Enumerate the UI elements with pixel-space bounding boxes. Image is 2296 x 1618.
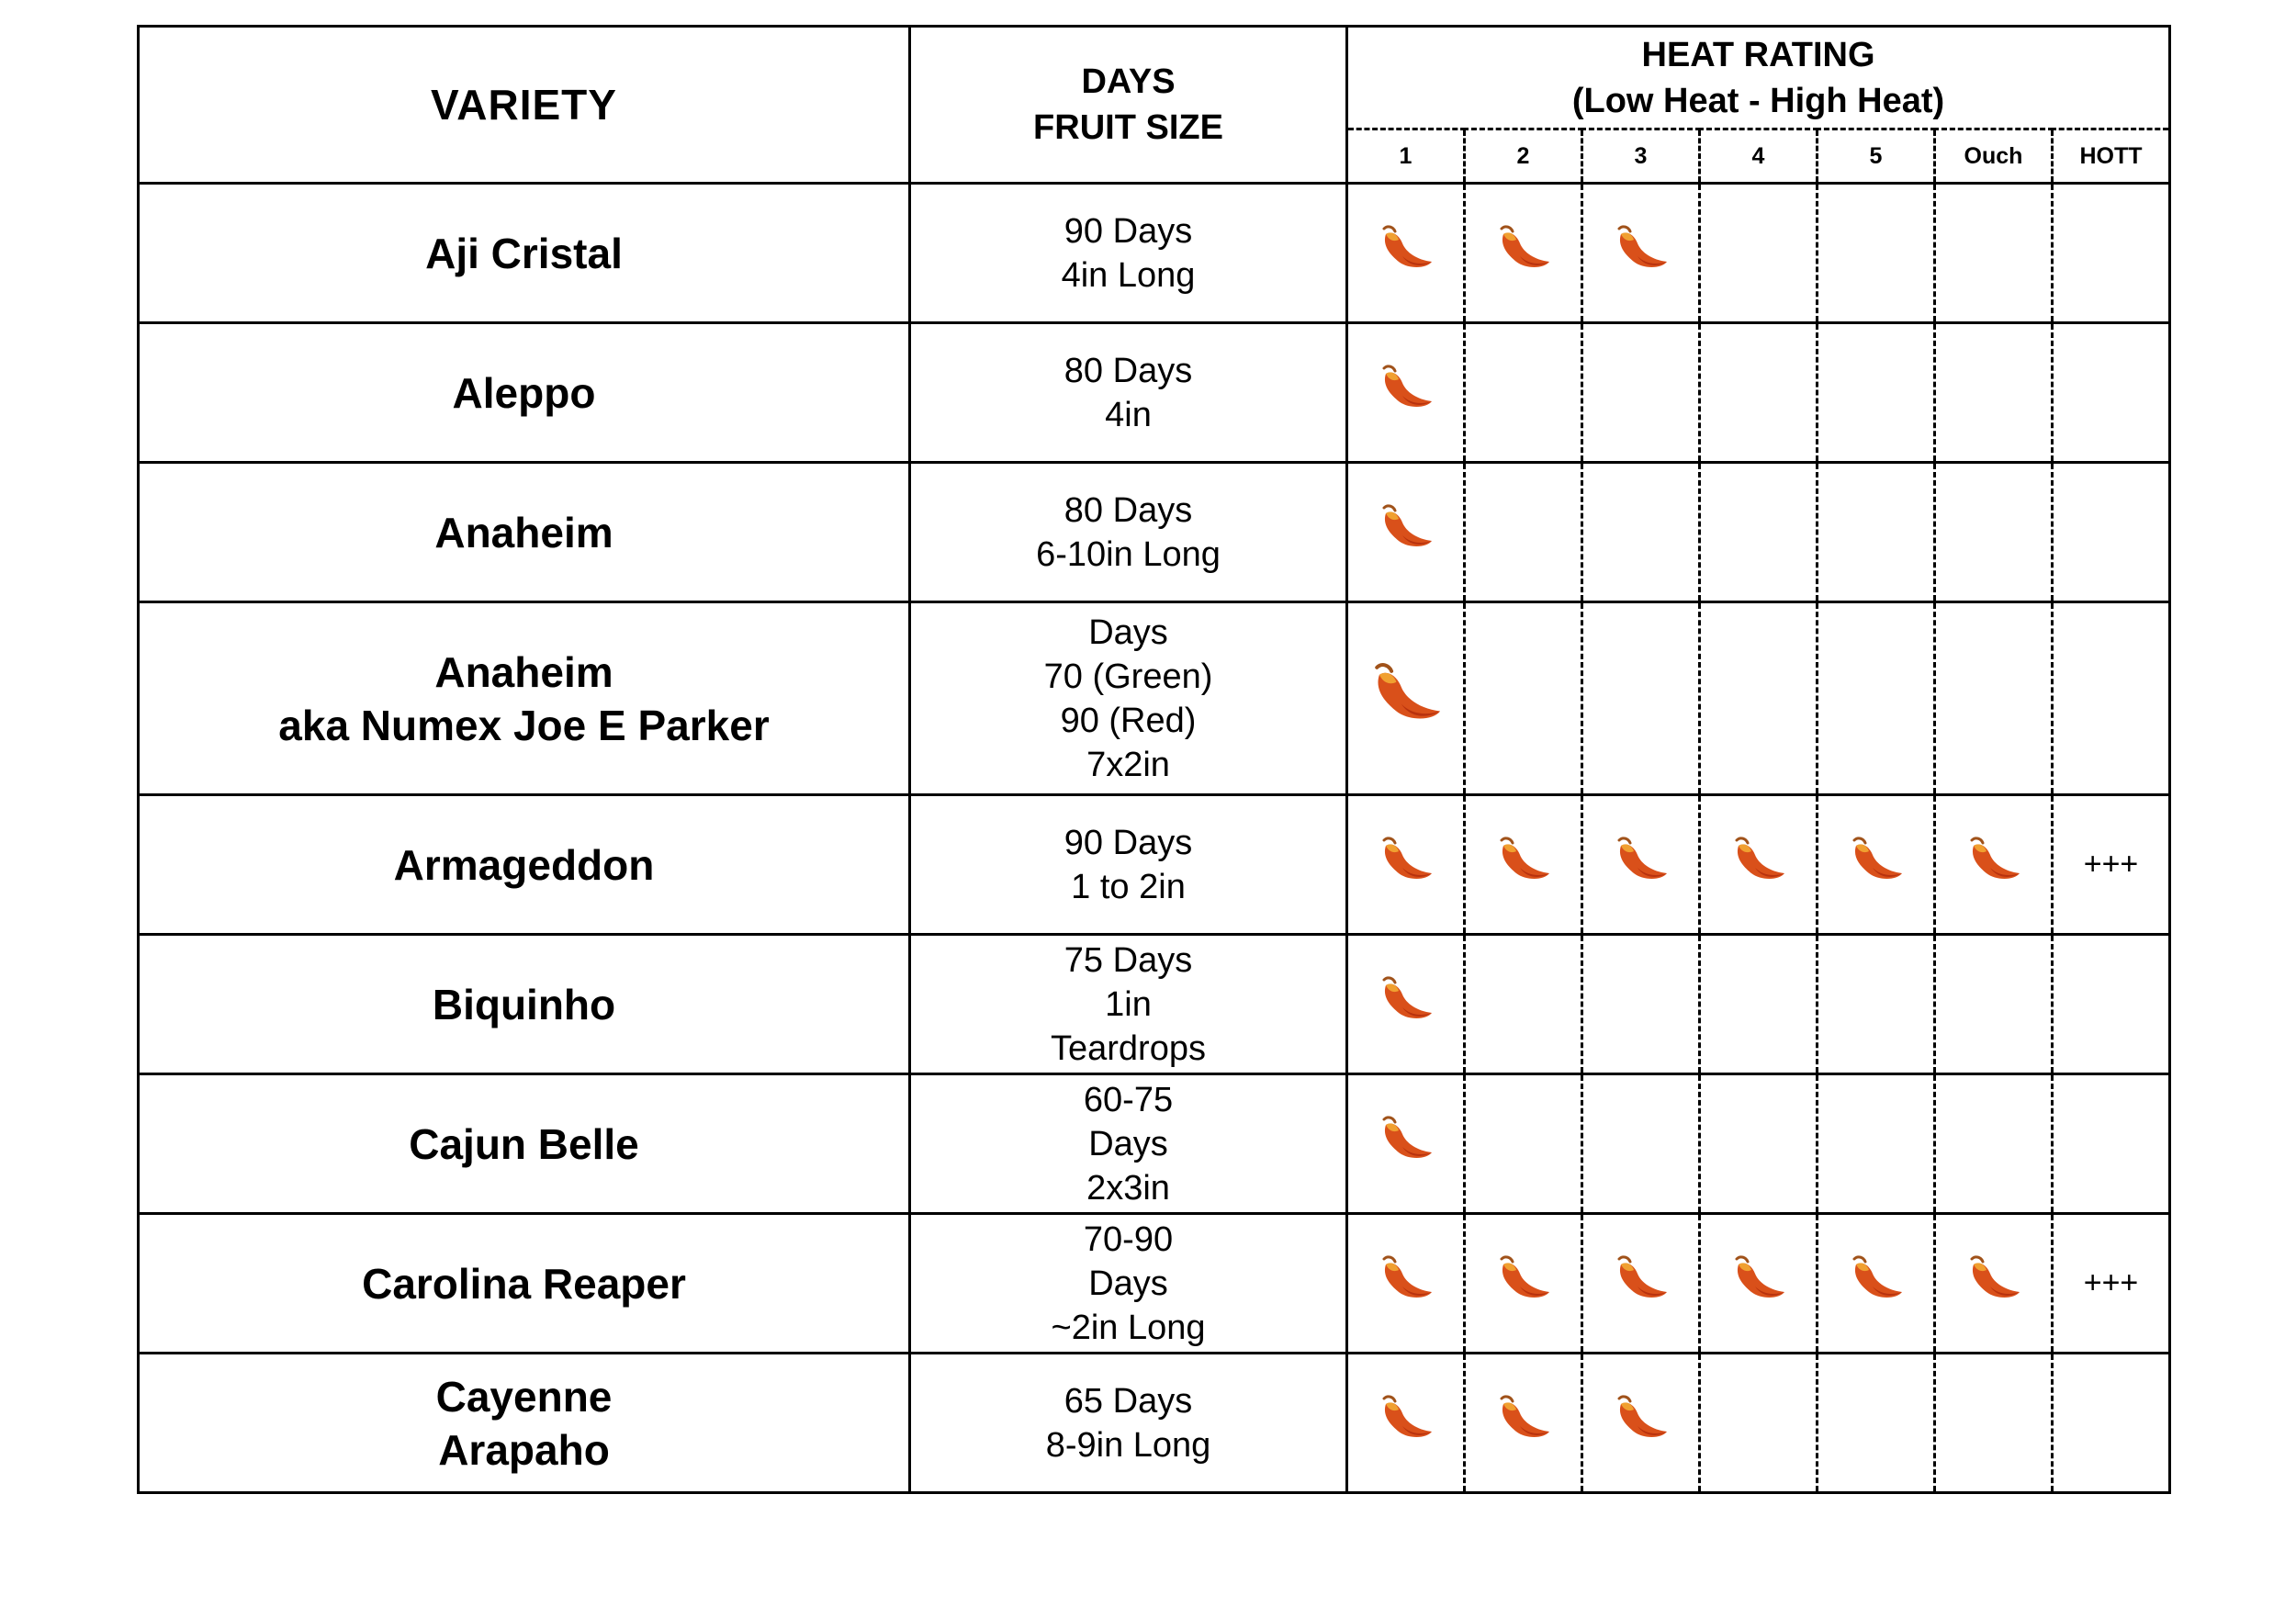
- days-fruit-size-line: Days: [1088, 1264, 1168, 1303]
- heat-cell-4: [1700, 323, 1818, 463]
- heat-cell-7: [2053, 1354, 2170, 1493]
- chili-pepper-icon: [1492, 835, 1555, 886]
- days-fruit-size-line: 60-75: [1083, 1080, 1174, 1119]
- days-fruit-size-line: 75 Days: [1064, 940, 1193, 980]
- heat-cell-2: [1465, 935, 1582, 1074]
- heat-cell-6: [1935, 184, 2053, 323]
- heat-cell-5: [1818, 602, 1935, 795]
- heat-cell-4: [1700, 463, 1818, 602]
- fruit-size-header-label: FRUIT SIZE: [1033, 108, 1223, 147]
- heat-cell-7: [2053, 323, 2170, 463]
- heat-cell-3: [1582, 323, 1700, 463]
- days-fruit-size: [910, 795, 1347, 935]
- chili-pepper-icon: [1728, 1253, 1790, 1305]
- days-fruit-size-line: 80 Days: [1064, 351, 1193, 390]
- chili-pepper-icon: [1375, 974, 1437, 1026]
- table-row: [139, 795, 2170, 935]
- days-fruit-size-line: 90 (Red): [1060, 701, 1197, 740]
- hott-marker: +++: [2083, 847, 2139, 882]
- heat-cell-4: [1700, 1214, 1818, 1354]
- variety-name-line: aka Numex Joe E Parker: [278, 701, 770, 749]
- days-fruit-size-line: 4in: [1105, 395, 1152, 434]
- heat-cell-1: [1347, 602, 1465, 795]
- heat-cell-2: [1465, 1354, 1582, 1493]
- heat-cell-7: [2053, 1214, 2170, 1354]
- chili-pepper-icon: [1963, 835, 2025, 886]
- table-row: [139, 184, 2170, 323]
- heat-cell-1: [1347, 323, 1465, 463]
- heat-level-2: 2: [1465, 129, 1582, 184]
- chili-pepper-icon: [1492, 223, 1555, 275]
- variety-name: [139, 935, 910, 1074]
- heat-cell-6: [1935, 602, 2053, 795]
- variety-name-line: Biquinho: [432, 980, 616, 1028]
- days-fruit-size: [910, 1354, 1347, 1493]
- heat-cell-1: [1347, 935, 1465, 1074]
- chili-pepper-icon: [1610, 1393, 1672, 1444]
- chili-pepper-icon: [1375, 1393, 1437, 1444]
- heat-level-7: HOTT: [2053, 129, 2170, 184]
- days-fruit-size: [910, 323, 1347, 463]
- days-fruit-size-line: Days: [1088, 1124, 1168, 1163]
- variety-name-line: Cayenne: [435, 1372, 613, 1421]
- days-fruit-size: [910, 1214, 1347, 1354]
- heat-cell-6: [1935, 1214, 2053, 1354]
- heat-cell-6: [1935, 1354, 2053, 1493]
- chili-pepper-icon: [1365, 657, 1447, 731]
- days-fruit-size: [910, 935, 1347, 1074]
- heat-cell-3: [1582, 602, 1700, 795]
- heat-cell-7: [2053, 184, 2170, 323]
- chili-pepper-icon: [1375, 223, 1437, 275]
- heat-cell-2: [1465, 463, 1582, 602]
- days-fruit-size-line: ~2in Long: [1051, 1308, 1206, 1347]
- heat-level-6: Ouch: [1935, 129, 2053, 184]
- pepper-variety-table: [137, 25, 2171, 1494]
- heat-rating-subtitle: (Low Heat - High Heat): [1571, 81, 1945, 120]
- heat-cell-6: [1935, 795, 2053, 935]
- heat-cell-4: [1700, 795, 1818, 935]
- heat-level-1: 1: [1347, 129, 1465, 184]
- heat-cell-1: [1347, 463, 1465, 602]
- chili-pepper-icon: [1492, 1393, 1555, 1444]
- days-fruit-size-line: 90 Days: [1064, 211, 1193, 251]
- heat-cell-3: [1582, 1354, 1700, 1493]
- table-row: [139, 935, 2170, 1074]
- days-fruit-size-line: 7x2in: [1086, 745, 1170, 784]
- chili-pepper-icon: [1375, 835, 1437, 886]
- heat-cell-4: [1700, 602, 1818, 795]
- heat-cell-3: [1582, 1074, 1700, 1214]
- days-fruit-size-line: 6-10in Long: [1036, 534, 1221, 574]
- variety-name-line: Aleppo: [452, 368, 596, 417]
- heat-cell-7: [2053, 463, 2170, 602]
- chili-pepper-icon: [1610, 1253, 1672, 1305]
- heat-cell-3: [1582, 184, 1700, 323]
- heat-cell-2: [1465, 1214, 1582, 1354]
- heat-cell-2: [1465, 795, 1582, 935]
- days-fruit-size: [910, 184, 1347, 323]
- hott-marker: +++: [2083, 1265, 2139, 1300]
- heat-cell-2: [1465, 323, 1582, 463]
- chili-pepper-icon: [1375, 1114, 1437, 1165]
- days-fruit-size-line: 65 Days: [1064, 1381, 1193, 1421]
- heat-cell-4: [1700, 184, 1818, 323]
- days-fruit-size-line: Days: [1088, 612, 1168, 652]
- days-fruit-size-line: 90 Days: [1064, 823, 1193, 862]
- heat-cell-3: [1582, 1214, 1700, 1354]
- variety-name: [139, 1354, 910, 1493]
- heat-cell-3: [1582, 795, 1700, 935]
- heat-cell-1: [1347, 795, 1465, 935]
- days-fruit-size-line: 4in Long: [1061, 255, 1196, 295]
- chili-pepper-icon: [1610, 223, 1672, 275]
- variety-header: VARIETY: [139, 27, 910, 184]
- chili-pepper-icon: [1728, 835, 1790, 886]
- heat-cell-5: [1818, 184, 1935, 323]
- chili-pepper-icon: [1845, 1253, 1908, 1305]
- heat-cell-5: [1818, 463, 1935, 602]
- heat-cell-4: [1700, 1354, 1818, 1493]
- chili-pepper-icon: [1375, 1253, 1437, 1305]
- variety-name-line: Armageddon: [393, 840, 655, 889]
- days-fruit-size-line: 1 to 2in: [1071, 867, 1186, 906]
- days-fruit-size: [910, 1074, 1347, 1214]
- days-fruit-size-line: 8-9in Long: [1045, 1425, 1211, 1465]
- chili-pepper-icon: [1963, 1253, 2025, 1305]
- heat-cell-7: [2053, 602, 2170, 795]
- variety-name-line: Arapaho: [438, 1425, 610, 1474]
- variety-name: [139, 602, 910, 795]
- chili-pepper-icon: [1375, 363, 1437, 414]
- heat-cell-6: [1935, 463, 2053, 602]
- heat-cell-5: [1818, 1074, 1935, 1214]
- heat-rating-title: HEAT RATING: [1641, 35, 1875, 74]
- heat-cell-7: [2053, 1074, 2170, 1214]
- variety-name: [139, 795, 910, 935]
- heat-level-4: 4: [1700, 129, 1818, 184]
- days-fruit-size: [910, 463, 1347, 602]
- variety-name-line: Anaheim: [434, 647, 613, 696]
- days-fruit-size-header: [910, 27, 1347, 184]
- heat-cell-6: [1935, 1074, 2053, 1214]
- heat-cell-5: [1818, 795, 1935, 935]
- heat-cell-1: [1347, 1214, 1465, 1354]
- heat-cell-1: [1347, 184, 1465, 323]
- table-row: [139, 1354, 2170, 1493]
- table-row: [139, 1214, 2170, 1354]
- variety-name: [139, 1214, 910, 1354]
- chili-pepper-icon: [1610, 835, 1672, 886]
- days-fruit-size-line: Teardrops: [1051, 1028, 1206, 1068]
- variety-name-line: Anaheim: [434, 508, 613, 556]
- days-fruit-size-line: 2x3in: [1086, 1168, 1170, 1208]
- table-row: [139, 323, 2170, 463]
- variety-name: [139, 1074, 910, 1214]
- heat-cell-3: [1582, 935, 1700, 1074]
- chili-pepper-icon: [1375, 502, 1437, 554]
- table-row: [139, 602, 2170, 795]
- variety-name-line: Carolina Reaper: [362, 1259, 686, 1308]
- variety-name: [139, 463, 910, 602]
- variety-name-line: Cajun Belle: [409, 1119, 639, 1168]
- heat-cell-1: [1347, 1354, 1465, 1493]
- heat-cell-6: [1935, 935, 2053, 1074]
- chili-pepper-icon: [1845, 835, 1908, 886]
- variety-name: [139, 323, 910, 463]
- heat-cell-4: [1700, 1074, 1818, 1214]
- heat-cell-5: [1818, 1214, 1935, 1354]
- heat-cell-6: [1935, 323, 2053, 463]
- days-fruit-size-line: 70 (Green): [1043, 657, 1213, 696]
- heat-cell-5: [1818, 323, 1935, 463]
- heat-cell-2: [1465, 1074, 1582, 1214]
- days-fruit-size-line: 80 Days: [1064, 490, 1193, 530]
- heat-cell-2: [1465, 602, 1582, 795]
- days-header-label: DAYS: [1081, 62, 1176, 101]
- variety-name: [139, 184, 910, 323]
- heat-level-3: 3: [1582, 129, 1700, 184]
- table-row: [139, 1074, 2170, 1214]
- heat-cell-4: [1700, 935, 1818, 1074]
- heat-cell-7: [2053, 795, 2170, 935]
- heat-cell-1: [1347, 1074, 1465, 1214]
- heat-cell-7: [2053, 935, 2170, 1074]
- heat-cell-5: [1818, 1354, 1935, 1493]
- heat-rating-header: [1347, 27, 2170, 129]
- variety-name-line: Aji Cristal: [425, 229, 623, 277]
- days-fruit-size-line: 1in: [1105, 984, 1152, 1024]
- days-fruit-size-line: 70-90: [1083, 1219, 1174, 1259]
- heat-cell-2: [1465, 184, 1582, 323]
- heat-cell-3: [1582, 463, 1700, 602]
- table-row: [139, 463, 2170, 602]
- days-fruit-size: [910, 602, 1347, 795]
- heat-cell-5: [1818, 935, 1935, 1074]
- heat-level-5: 5: [1818, 129, 1935, 184]
- chili-pepper-icon: [1492, 1253, 1555, 1305]
